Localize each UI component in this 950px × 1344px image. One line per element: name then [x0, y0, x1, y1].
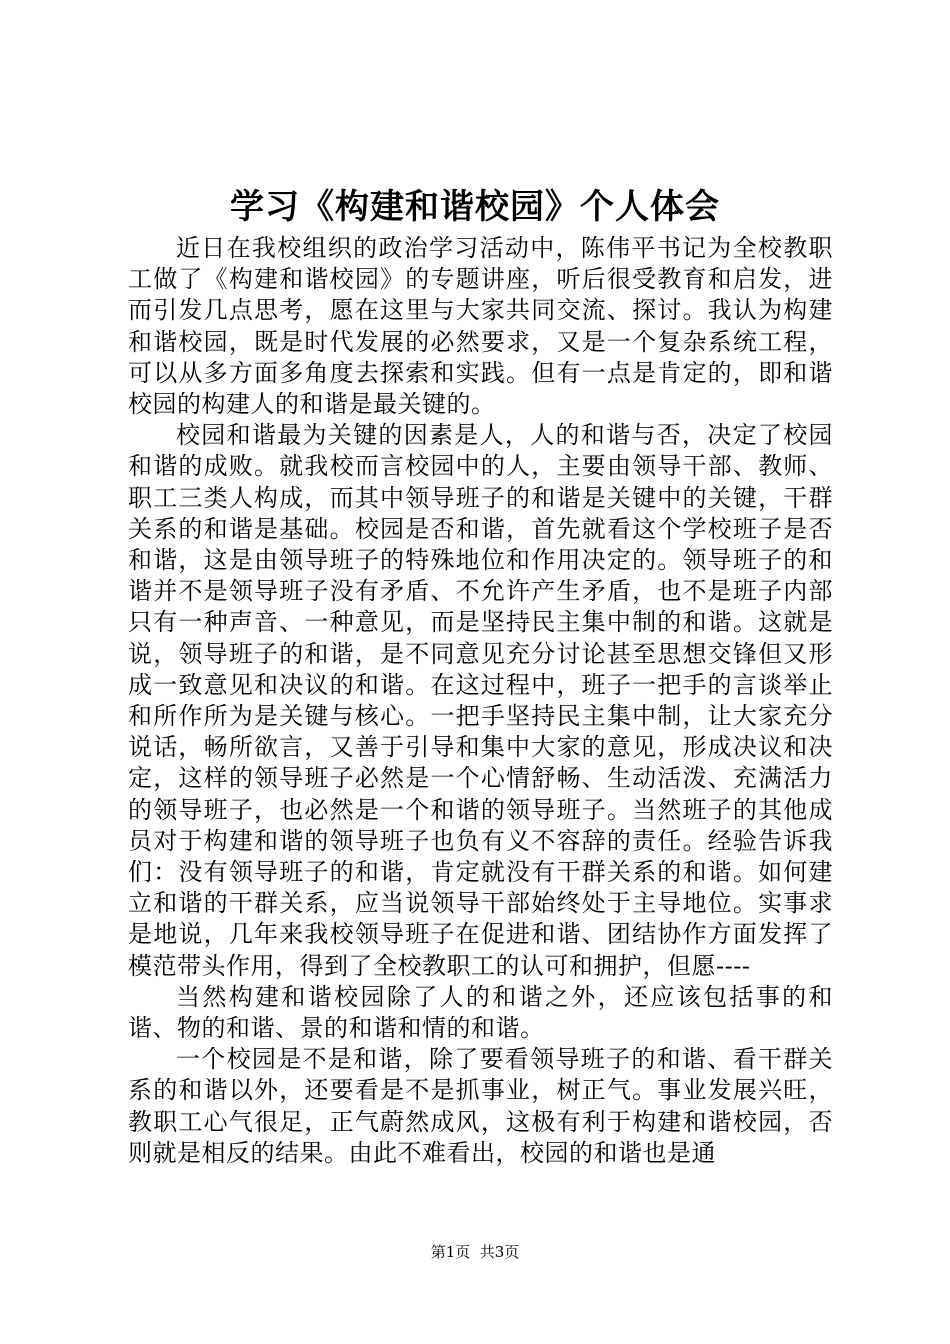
paragraph: 一个校园是不是和谐，除了要看领导班子的和谐、看干群关系的和谐以外，还要看是不是抓事业，树正气。事业发展兴旺，教职工心气很足，正气蔚然成风，这极有利于构建和谐校园，否则就是相反的结果。由此不难看出，校园的和谐也是通 — [128, 1045, 833, 1167]
document-title: 学习《构建和谐校园》个人体会 — [230, 187, 720, 227]
page-footer — [0, 1242, 950, 1262]
paragraph: 校园和谐最为关键的因素是人，人的和谐与否，决定了校园和谐的成败。就我校而言校园中的人，主要由领导干部、教师、职工三类人构成，而其中领导班子的和谐是关键中的关键，干群关系的和谐是基础。校园是否和谐，首先就看这个学校班子是否和谐，这是由领导班子的特殊地位和作用决定的。领导班子的和谐并不是领导班子没有矛盾、不允许产生矛盾，也不是班子内部只有一种声音、一种意见，而是坚持民主集中制的和谐。这就是说，领导班子的和谐，是不同意见充分讨论甚至思想交锋但又形成一致意见和决议的和谐。在这过程中，班子一把手的言谈举止和所作所为是关键与核心。一把手坚持民主集中制，让大家充分说话，畅所欲言，又善于引导和集中大家的意见，形成决议和决定，这样的领导班子必然是一个心情舒畅、生动活泼、充满活力的领导班子，也必然是一个和谐的领导班子。当然班子的其他成员对于构建和谐的领导班子也负有义不容辞的责任。经验告诉我们：没有领导班子的和谐，肯定就没有干群关系的和谐。如何建立和谐的干群关系，应当说领导干部始终处于主导地位。实事求是地说，几年来我校领导班子在促进和谐、团结协作方面发挥了模范带头作用，得到了全校教职工的认可和拥护，但愿---- — [128, 421, 833, 980]
paragraph: 当然构建和谐校园除了人的和谐之外，还应该包括事的和谐、物的和谐、景的和谐和情的和谐。 — [128, 982, 833, 1043]
page-number-label: 第1页 共3页 — [430, 1243, 520, 1261]
document-body — [128, 233, 833, 1169]
paragraph: 近日在我校组织的政治学习活动中，陈伟平书记为全校教职工做了《构建和谐校园》的专题讲座，听后很受教育和启发，进而引发几点思考，愿在这里与大家共同交流、探讨。我认为构建和谐校园，既是时代发展的必然要求，又是一个复杂系统工程，可以从多方面多角度去探索和实践。但有一点是肯定的，即和谐校园的构建人的和谐是最关键的。 — [128, 234, 833, 419]
